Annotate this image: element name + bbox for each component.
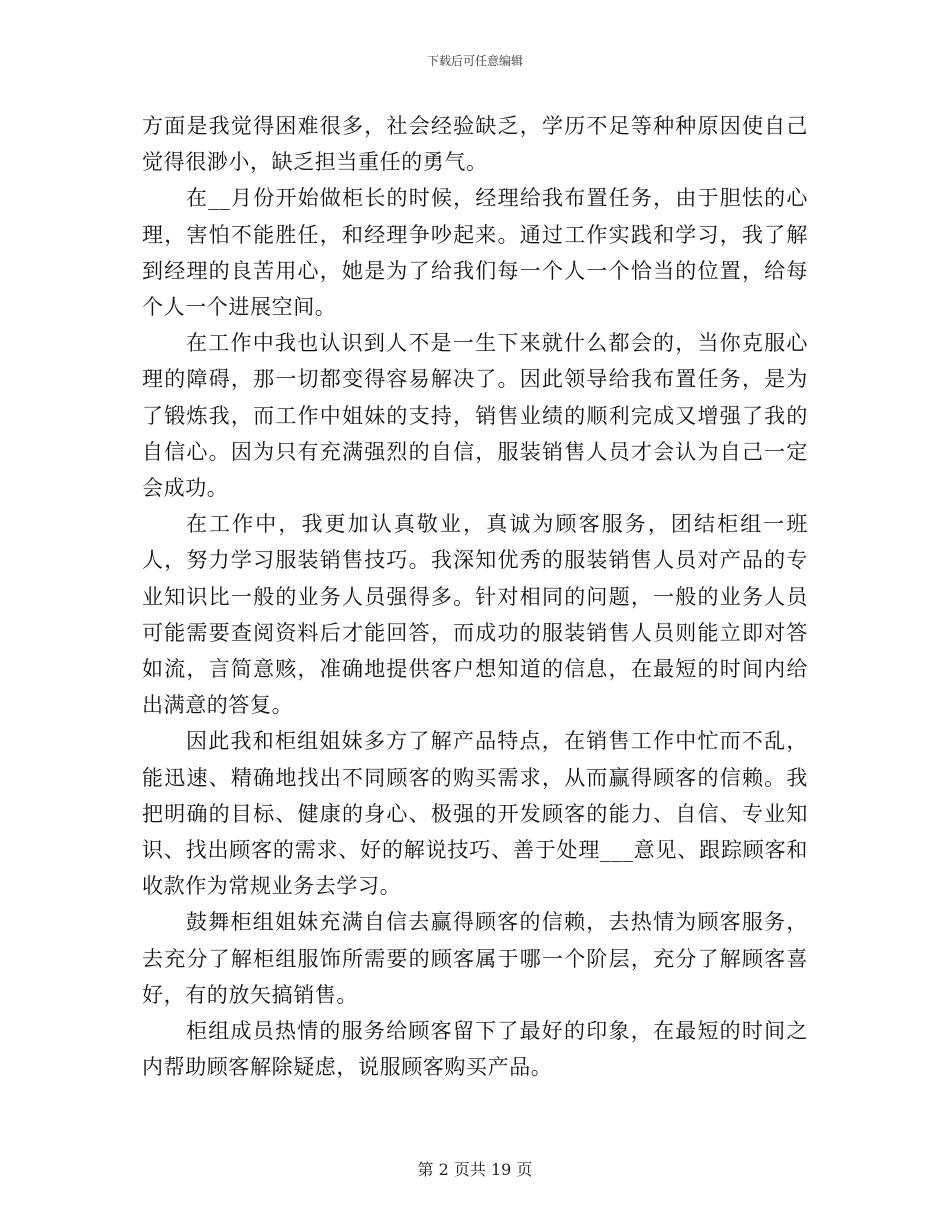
paragraph-2: 在__月份开始做柜长的时候，经理给我布置任务，由于胆怯的心理，害怕不能胜任，和经理争吵起来。通过工作实践和学习，我了解到经理的良苦用心，她是为了给我们每一个人一个恰当的位置，给每个人一个进展空间。 [142, 186, 808, 320]
paragraph-4: 在工作中，我更加认真敬业，真诚为顾客服务，团结柜组一班人，努力学习服装销售技巧。我深知优秀的服装销售人员对产品的专业知识比一般的业务人员强得多。针对相同的问题，一般的业务人员可能需要查阅资料后才能回答，而成功的服装销售人员则能立即对答如流，言简意赅，准确地提供客户想知道的信息，在最短的时间内给出满意的答复。 [142, 512, 808, 718]
document-body [142, 108, 808, 1085]
paragraph-6: 鼓舞柜组姐妹充满自信去赢得顾客的信赖，去热情为顾客服务，去充分了解柜组服饰所需要的顾客属于哪一个阶层，充分了解顾客喜好，有的放矢搞销售。 [142, 910, 808, 1007]
paragraph-7: 柜组成员热情的服务给顾客留下了最好的印象，在最短的时间之内帮助顾客解除疑虑，说服顾客购买产品。 [142, 1019, 808, 1080]
paragraph-1: 方面是我觉得困难很多，社会经验缺乏，学历不足等种种原因使自己觉得很渺小，缺乏担当重任的勇气。 [142, 114, 808, 175]
page-header: 下载后可任意编辑 [426, 54, 523, 68]
page-number-footer: 第 2 页共 19 页 [417, 1160, 533, 1179]
paragraph-3: 在工作中我也认识到人不是一生下来就什么都会的，当你克服心理的障碍，那一切都变得容易解决了。因此领导给我布置任务，是为了锻炼我，而工作中姐妹的支持，销售业绩的顺利完成又增强了我的自信心。因为只有充满强烈的自信，服装销售人员才会认为自己一定会成功。 [142, 331, 808, 501]
paragraph-5: 因此我和柜组姐妹多方了解产品特点，在销售工作中忙而不乱，能迅速、精确地找出不同顾客的购买需求，从而赢得顾客的信赖。我把明确的目标、健康的身心、极强的开发顾客的能力、自信、专业知识、找出顾客的需求、好的解说技巧、善于处理___意见、跟踪顾客和收款作为常规业务去学习。 [142, 729, 808, 899]
